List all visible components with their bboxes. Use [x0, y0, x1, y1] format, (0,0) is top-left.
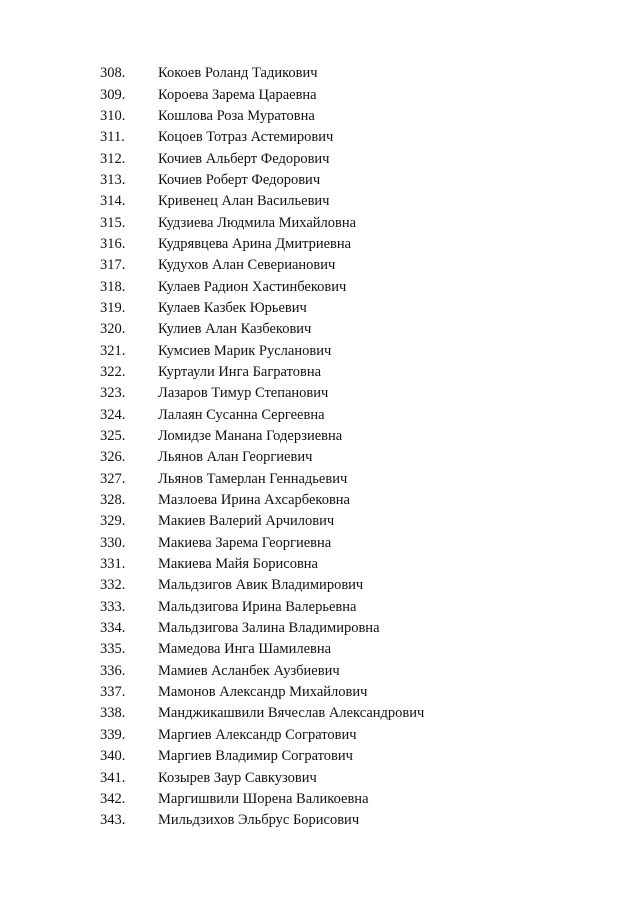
item-number: 314.	[100, 193, 126, 210]
item-name: Маргиев Владимир Согратович	[158, 748, 353, 765]
item-name: Мазлоева Ирина Ахсарбековна	[158, 492, 350, 509]
item-name: Короева Зарема Цараевна	[158, 86, 317, 103]
item-number: 324.	[100, 406, 126, 423]
list-item	[100, 405, 424, 426]
list-item	[100, 767, 424, 788]
item-name: Кочиев Роберт Федорович	[158, 171, 321, 188]
item-name: Кумсиев Марик Русланович	[158, 342, 332, 359]
list-item	[100, 212, 424, 233]
list-item	[100, 469, 424, 490]
list-item	[100, 127, 424, 148]
list-item	[100, 362, 424, 383]
list-item	[100, 340, 424, 361]
item-number: 313.	[100, 171, 126, 188]
list-item	[100, 639, 424, 660]
item-number: 322.	[100, 363, 126, 380]
item-name: Мамиев Асланбек Аузбиевич	[158, 662, 340, 679]
item-number: 320.	[100, 321, 126, 338]
list-item	[100, 554, 424, 575]
list-item	[100, 533, 424, 554]
list-item	[100, 703, 424, 724]
item-number: 338.	[100, 705, 126, 722]
item-name: Кулиев Алан Казбекович	[158, 321, 312, 338]
item-number: 333.	[100, 598, 126, 615]
list-item	[100, 255, 424, 276]
item-name: Мальдзигова Залина Владимировна	[158, 620, 380, 637]
item-number: 334.	[100, 620, 126, 637]
list-item	[100, 106, 424, 127]
item-number: 331.	[100, 556, 126, 573]
item-name: Льянов Тамерлан Геннадьевич	[158, 470, 348, 487]
item-number: 315.	[100, 214, 126, 231]
item-number: 327.	[100, 470, 126, 487]
item-number: 343.	[100, 812, 126, 829]
item-number: 342.	[100, 790, 126, 807]
item-name: Кудухов Алан Северианович	[158, 257, 336, 274]
item-number: 318.	[100, 278, 126, 295]
list-item	[100, 383, 424, 404]
list-item	[100, 298, 424, 319]
item-number: 336.	[100, 662, 126, 679]
item-name: Мальдзигов Авик Владимирович	[158, 577, 364, 594]
item-name: Макиева Зарема Георгиевна	[158, 534, 332, 551]
list-item	[100, 618, 424, 639]
item-number: 330.	[100, 534, 126, 551]
item-name: Козырев Заур Савкузович	[158, 769, 317, 786]
list-item	[100, 746, 424, 767]
item-name: Кулаев Радион Хастинбекович	[158, 278, 347, 295]
item-name: Манджикашвили Вячеслав Александрович	[158, 705, 425, 722]
list-item	[100, 661, 424, 682]
item-number: 316.	[100, 235, 126, 252]
item-number: 328.	[100, 492, 126, 509]
item-name: Коцоев Тотраз Астемирович	[158, 129, 334, 146]
item-number: 325.	[100, 428, 126, 445]
item-number: 321.	[100, 342, 126, 359]
list-item	[100, 84, 424, 105]
item-number: 337.	[100, 684, 126, 701]
list-item	[100, 789, 424, 810]
item-name: Кокоев Роланд Тадикович	[158, 65, 318, 82]
item-name: Куртаули Инга Багратовна	[158, 363, 322, 380]
item-name: Льянов Алан Георгиевич	[158, 449, 313, 466]
item-name: Маргиев Александр Согратович	[158, 726, 357, 743]
list-item	[100, 682, 424, 703]
item-number: 332.	[100, 577, 126, 594]
item-number: 341.	[100, 769, 126, 786]
item-number: 339.	[100, 726, 126, 743]
list-item	[100, 426, 424, 447]
item-number: 326.	[100, 449, 126, 466]
list-item	[100, 447, 424, 468]
list-item	[100, 148, 424, 169]
list-item	[100, 234, 424, 255]
item-number: 310.	[100, 107, 126, 124]
item-number: 309.	[100, 86, 126, 103]
item-name: Мильдзихов Эльбрус Борисович	[158, 812, 360, 829]
name-list	[100, 63, 424, 831]
item-name: Лазаров Тимур Степанович	[158, 385, 329, 402]
item-name: Макиева Майя Борисовна	[158, 556, 318, 573]
item-name: Мальдзигова Ирина Валерьевна	[158, 598, 357, 615]
item-name: Кочиев Альберт Федорович	[158, 150, 330, 167]
item-name: Кудзиева Людмила Михайловна	[158, 214, 357, 231]
list-item	[100, 63, 424, 84]
list-item	[100, 597, 424, 618]
list-item	[100, 319, 424, 340]
item-number: 311.	[100, 129, 125, 146]
item-name: Маргишвили Шорена Валикоевна	[158, 790, 369, 807]
list-item	[100, 276, 424, 297]
item-number: 319.	[100, 299, 126, 316]
item-name: Мамедова Инга Шамилевна	[158, 641, 332, 658]
item-name: Кулаев Казбек Юрьевич	[158, 299, 307, 316]
list-item	[100, 511, 424, 532]
item-name: Кошлова Роза Муратовна	[158, 107, 315, 124]
item-number: 340.	[100, 748, 126, 765]
item-name: Макиев Валерий Арчилович	[158, 513, 335, 530]
item-number: 312.	[100, 150, 126, 167]
item-name: Кривенец Алан Васильевич	[158, 193, 330, 210]
item-name: Лалаян Сусанна Сергеевна	[158, 406, 325, 423]
list-item	[100, 810, 424, 831]
item-number: 329.	[100, 513, 126, 530]
item-number: 317.	[100, 257, 126, 274]
list-item	[100, 575, 424, 596]
list-item	[100, 490, 424, 511]
list-item	[100, 170, 424, 191]
item-name: Мамонов Александр Михайлович	[158, 684, 368, 701]
item-number: 308.	[100, 65, 126, 82]
list-item	[100, 725, 424, 746]
item-name: Кудрявцева Арина Дмитриевна	[158, 235, 352, 252]
item-number: 323.	[100, 385, 126, 402]
item-name: Ломидзе Манана Годерзиевна	[158, 428, 343, 445]
list-item	[100, 191, 424, 212]
item-number: 335.	[100, 641, 126, 658]
